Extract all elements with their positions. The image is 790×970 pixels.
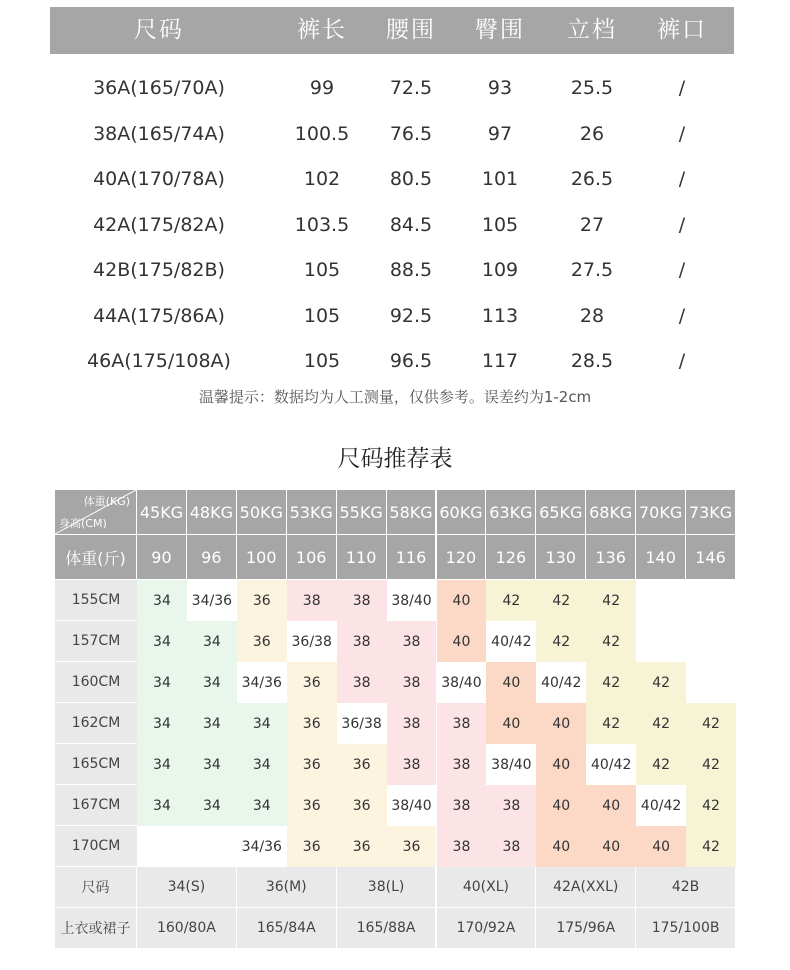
recommend-cell: 36 [337,826,387,867]
recommend-cell: 36 [387,826,437,867]
recommend-cell: 38 [287,580,337,621]
header-length: 裤长 [297,17,347,43]
size-table-cell: 101 [481,168,519,190]
corner-header [55,490,137,535]
size-table-cell: 42A(175/82A) [93,213,225,236]
weight-jin-header: 120 [437,535,487,580]
weight-kg-header: 48KG [187,490,237,535]
recommend-cell: 34 [137,662,187,703]
recommend-cell: 38/40 [387,580,437,621]
height-label: 165CM [55,744,137,785]
weight-jin-header: 90 [137,535,187,580]
recommend-cell: 36 [287,662,337,703]
recommend-cell: 34 [187,621,237,662]
recommend-cell: 34/36 [187,580,237,621]
recommend-cell: 38 [337,662,387,703]
recommend-cell: 34 [237,744,287,785]
recommend-cell: 36 [337,785,387,826]
size-code-cell: 42B [636,867,736,908]
top-size-cell: 165/88A [337,908,437,949]
size-table-cell: 105 [303,350,341,372]
weight-kg-header: 45KG [137,490,187,535]
recommend-cell: 36 [287,785,337,826]
recommend-cell: 40 [636,826,686,867]
size-table-row [50,66,734,112]
recommend-cell: 40/42 [636,785,686,826]
recommend-cell: 40 [486,703,536,744]
recommend-cell: 36 [287,703,337,744]
weight-jin-header: 136 [586,535,636,580]
size-table-cell: 80.5 [389,168,433,190]
size-row-label: 尺码 [55,867,137,908]
size-table-cell: 28 [579,304,605,327]
size-code-cell: 38(L) [337,867,437,908]
recommend-cell: 38 [387,662,437,703]
weight-kg-header: 70KG [636,490,686,535]
size-table-cell: 46A(175/108A) [87,350,231,372]
corner-weight-label: 体重(KG) [83,495,130,508]
size-table-cell: 40A(170/78A) [93,168,225,190]
recommend-cell: 42 [586,580,636,621]
recommend-cell: 34/36 [237,662,287,703]
recommend-cell: 40/42 [586,744,636,785]
size-table-cell: 109 [481,259,519,281]
size-table-cell: 27 [579,213,605,236]
weight-jin-header: 126 [486,535,536,580]
weight-jin-header: 146 [686,535,736,580]
weight-jin-header: 100 [237,535,287,580]
recommend-cell: 38 [437,785,487,826]
top-size-cell: 160/80A [137,908,237,949]
height-label: 170CM [55,826,137,867]
recommend-cell: 42 [636,662,686,703]
height-label: 160CM [55,662,137,703]
size-table-cell: 26 [579,122,605,145]
size-code-cell: 34(S) [137,867,237,908]
recommend-cell: 34/36 [237,826,287,867]
measurement-note: 温馨提示：数据均为人工测量，仅供参考。误差约为1-2cm [198,388,592,406]
recommend-cell: 40 [536,785,586,826]
recommend-cell: 36 [237,621,287,662]
size-table-body [50,66,734,385]
size-table-cell: 76.5 [389,122,433,145]
recommend-cell: 42 [536,580,586,621]
size-table-row [50,248,734,294]
recommend-cell: 42 [686,826,736,867]
size-table-header [50,7,734,54]
corner-height-label: 身高(CM) [59,517,107,530]
recommend-cell: 38 [437,703,487,744]
weight-kg-header: 65KG [536,490,586,535]
recommend-cell: 40/42 [536,662,586,703]
size-code-cell: 36(M) [237,867,337,908]
size-table-cell: 93 [487,77,513,99]
size-table-cell: 42B(175/82B) [93,259,225,281]
size-table-cell: 100.5 [294,122,350,145]
size-table-cell: 113 [481,304,519,327]
recommend-cell [686,662,736,703]
recommend-cell: 34 [137,621,187,662]
recommend-cell: 40/42 [486,621,536,662]
recommend-cell: 34 [187,744,237,785]
recommend-cell: 40 [486,662,536,703]
size-table-cell: 44A(175/86A) [93,304,225,327]
recommend-cell: 38/40 [387,785,437,826]
recommend-cell [187,826,237,867]
header-rise: 立档 [567,17,617,43]
recommend-cell [686,580,736,621]
recommend-cell: 40 [437,621,487,662]
recommend-cell: 38 [387,744,437,785]
size-table-cell: / [678,350,686,372]
weight-jin-header: 140 [636,535,686,580]
recommend-cell: 34 [137,703,187,744]
recommend-cell [137,826,187,867]
recommend-cell: 38 [387,621,437,662]
size-table-cell: 36A(165/70A) [93,77,225,99]
recommend-cell: 42 [586,703,636,744]
recommend-cell: 42 [686,785,736,826]
top-size-cell: 175/96A [536,908,636,949]
size-table-row [50,157,734,203]
recommend-cell: 36 [287,744,337,785]
height-label: 162CM [55,703,137,744]
recommend-cell: 40 [536,744,586,785]
size-table-row [50,112,734,158]
weight-jin-header: 110 [337,535,387,580]
size-table-cell: 97 [487,122,513,145]
weight-jin-label: 体重(斤) [55,535,137,580]
size-table-cell: 96.5 [389,350,433,372]
recommend-cell: 40 [536,826,586,867]
weight-jin-header: 130 [536,535,586,580]
weight-jin-header: 116 [387,535,437,580]
recommend-cell: 42 [586,621,636,662]
size-table-row [50,294,734,340]
recommend-cell: 36 [287,826,337,867]
recommend-cell [636,621,686,662]
weight-kg-header: 60KG [437,490,487,535]
weight-jin-header: 96 [187,535,237,580]
recommend-cell: 38 [486,826,536,867]
size-table-cell: / [678,122,686,145]
weight-kg-header: 53KG [287,490,337,535]
size-table-cell: / [678,304,686,327]
recommend-cell: 38/40 [437,662,487,703]
header-hem: 裤口 [657,17,707,43]
size-table-cell: 72.5 [389,77,433,99]
weight-kg-header: 68KG [586,490,636,535]
recommend-cell: 34 [237,703,287,744]
size-table-cell: 99 [309,77,335,99]
size-table-cell: / [678,77,686,99]
weight-kg-header: 63KG [486,490,536,535]
top-size-cell: 170/92A [437,908,537,949]
size-table-cell: 38A(165/74A) [93,122,225,145]
recommend-cell: 42 [686,703,736,744]
recommend-cell [636,580,686,621]
header-hip: 臀围 [475,17,525,43]
recommend-cell: 36/38 [287,621,337,662]
size-table-cell: 105 [303,304,341,327]
size-table-cell: / [678,259,686,281]
weight-kg-header: 73KG [686,490,736,535]
recommend-cell [686,621,736,662]
weight-kg-header: 55KG [337,490,387,535]
size-table-cell: / [678,213,686,236]
recommend-cell: 34 [137,785,187,826]
weight-kg-header: 58KG [387,490,437,535]
top-size-cell: 165/84A [237,908,337,949]
size-table-cell: 117 [481,350,519,372]
size-table-cell: 92.5 [389,304,433,327]
recommend-cell: 38 [486,785,536,826]
size-table-row [50,339,734,385]
recommend-cell: 38 [437,826,487,867]
recommend-cell: 40 [437,580,487,621]
size-table-cell: 88.5 [389,259,433,281]
size-code-cell: 42A(XXL) [536,867,636,908]
recommend-cell: 34 [187,703,237,744]
weight-jin-header: 106 [287,535,337,580]
size-table-cell: 27.5 [570,259,614,281]
recommend-cell: 40 [536,703,586,744]
recommend-cell: 34 [187,785,237,826]
size-table-cell: / [678,168,686,190]
recommend-cell: 38 [387,703,437,744]
size-table-cell: 84.5 [389,213,433,236]
height-label: 167CM [55,785,137,826]
recommend-cell: 36/38 [337,703,387,744]
size-table-cell: 28.5 [570,350,614,372]
recommend-cell: 42 [636,703,686,744]
recommend-cell: 42 [636,744,686,785]
size-table-cell: 105 [481,213,519,236]
recommend-cell: 42 [586,662,636,703]
recommend-table [55,490,736,950]
size-code-cell: 40(XL) [437,867,537,908]
recommend-cell: 34 [187,662,237,703]
header-size: 尺码 [134,17,184,43]
recommend-title: 尺码推荐表 [337,446,453,472]
size-table-cell: 102 [303,168,341,190]
recommend-cell: 38 [337,580,387,621]
recommend-cell: 34 [137,744,187,785]
recommend-cell: 36 [337,744,387,785]
recommend-cell: 36 [237,580,287,621]
recommend-cell: 42 [536,621,586,662]
size-table-cell: 105 [303,259,341,281]
recommend-cell: 38 [437,744,487,785]
size-table-row [50,203,734,249]
recommend-cell: 42 [686,744,736,785]
recommend-cell: 40 [586,826,636,867]
weight-kg-header: 50KG [237,490,287,535]
recommend-cell: 40 [586,785,636,826]
size-table-cell: 25.5 [570,77,614,99]
top-size-cell: 175/100B [636,908,736,949]
recommend-cell: 34 [237,785,287,826]
height-label: 155CM [55,580,137,621]
recommend-cell: 38 [337,621,387,662]
size-table-cell: 103.5 [294,213,350,236]
height-label: 157CM [55,621,137,662]
top-row-label: 上衣或裙子 [55,908,137,949]
recommend-cell: 42 [486,580,536,621]
header-waist: 腰围 [386,17,436,43]
recommend-cell: 34 [137,580,187,621]
recommend-cell: 38/40 [486,744,536,785]
size-table-cell: 26.5 [570,168,614,190]
